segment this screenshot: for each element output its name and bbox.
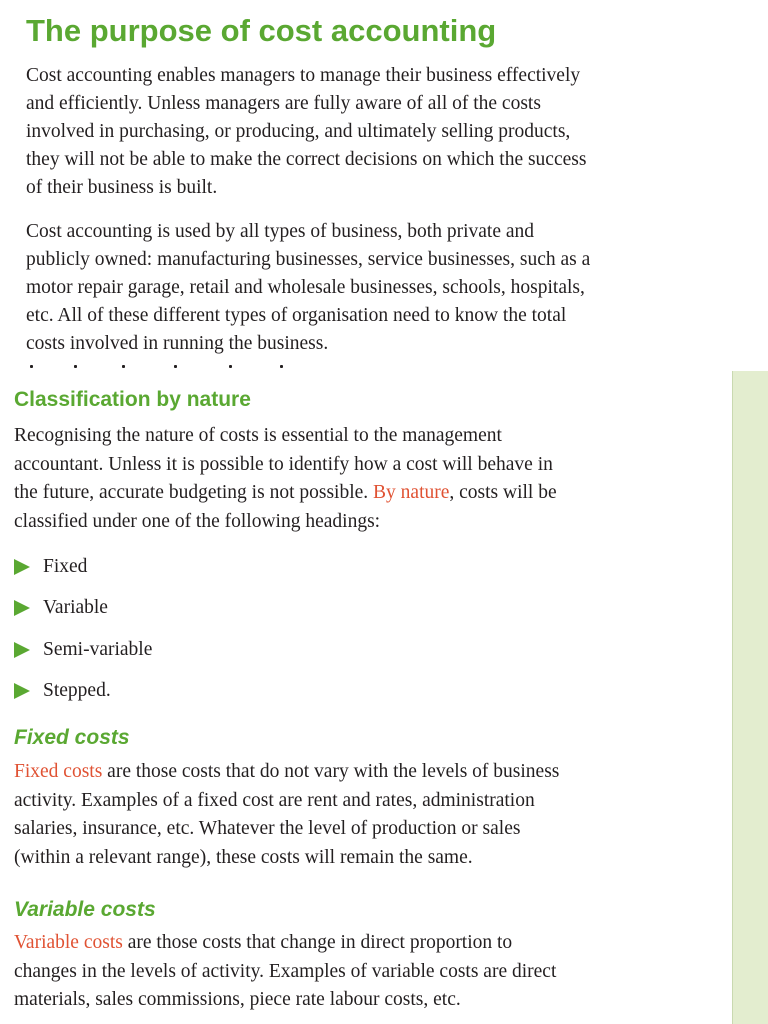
text-line: costs involved in running the business. <box>26 333 329 354</box>
classification-paragraph <box>14 422 724 536</box>
bullet-label: Variable <box>43 597 108 619</box>
text-line: of their business is built. <box>26 177 218 198</box>
text-line <box>14 929 724 958</box>
bullet-label: Semi-variable <box>43 638 153 660</box>
text-segment: , costs will be <box>449 482 557 503</box>
text-line: materials, sales commissions, piece rate labour costs, etc. <box>14 989 461 1010</box>
intro-paragraph-2 <box>26 218 726 358</box>
intro-paragraph-1 <box>26 62 726 202</box>
bullet-item-variable <box>14 588 152 630</box>
margin-side-strip <box>732 371 768 1024</box>
variable-costs-heading: Variable costs <box>14 898 156 921</box>
text-line: Recognising the nature of costs is essential to the management <box>14 425 502 446</box>
key-term-variable-costs: Variable costs <box>14 932 123 953</box>
text-line: classified under one of the following headings: <box>14 510 381 532</box>
bullet-item-semi-variable <box>14 629 152 671</box>
text-segment: are those costs that do not vary with the levels of business <box>102 761 560 782</box>
text-line: accountant. Unless it is possible to identify how a cost will behave in <box>14 453 553 475</box>
bullet-label: Fixed <box>43 555 88 577</box>
text-line: salaries, insurance, etc. Whatever the level of production or sales <box>14 818 521 839</box>
cut-off-text-fragment <box>26 356 326 372</box>
text-line: they will not be able to make the correct decisions on which the success <box>26 149 587 170</box>
page-title: The purpose of cost accounting <box>26 13 497 48</box>
text-line: Cost accounting is used by all types of business, both private and <box>26 221 535 242</box>
text-line <box>14 479 724 508</box>
fixed-costs-heading: Fixed costs <box>14 726 130 749</box>
text-line: and efficiently. Unless managers are fully aware of all of the costs <box>26 93 541 114</box>
key-term-fixed-costs: Fixed costs <box>14 761 103 782</box>
text-line: activity. Examples of a fixed cost are rent and rates, administration <box>14 789 535 811</box>
text-segment: are those costs that change in direct proportion to <box>122 932 513 953</box>
text-line: involved in purchasing, or producing, and ultimately selling products, <box>26 121 571 142</box>
right-triangle-bullet-icon <box>14 642 30 658</box>
cost-type-bullet-list <box>14 546 152 712</box>
text-line: (within a relevant range), these costs will remain the same. <box>14 846 473 868</box>
text-line: motor repair garage, retail and wholesale businesses, schools, hospitals, <box>26 277 585 298</box>
bullet-label: Stepped. <box>43 680 111 702</box>
text-line: etc. All of these different types of organisation need to know the total <box>26 305 567 326</box>
variable-costs-paragraph <box>14 929 724 1015</box>
key-term-by-nature: By nature <box>373 482 450 503</box>
right-triangle-bullet-icon <box>14 600 30 616</box>
right-triangle-bullet-icon <box>14 683 30 699</box>
right-triangle-bullet-icon <box>14 559 30 575</box>
bullet-item-stepped <box>14 671 152 713</box>
text-line: changes in the levels of activity. Examples of variable costs are direct <box>14 960 557 982</box>
fixed-costs-paragraph <box>14 758 724 872</box>
text-segment: the future, accurate budgeting is not possible. <box>14 482 374 503</box>
text-line: publicly owned: manufacturing businesses, service businesses, such as a <box>26 249 591 270</box>
bullet-item-fixed <box>14 546 152 588</box>
text-line <box>14 758 724 787</box>
text-line: Cost accounting enables managers to manage their business effectively <box>26 65 581 86</box>
classification-heading: Classification by nature <box>14 388 251 411</box>
